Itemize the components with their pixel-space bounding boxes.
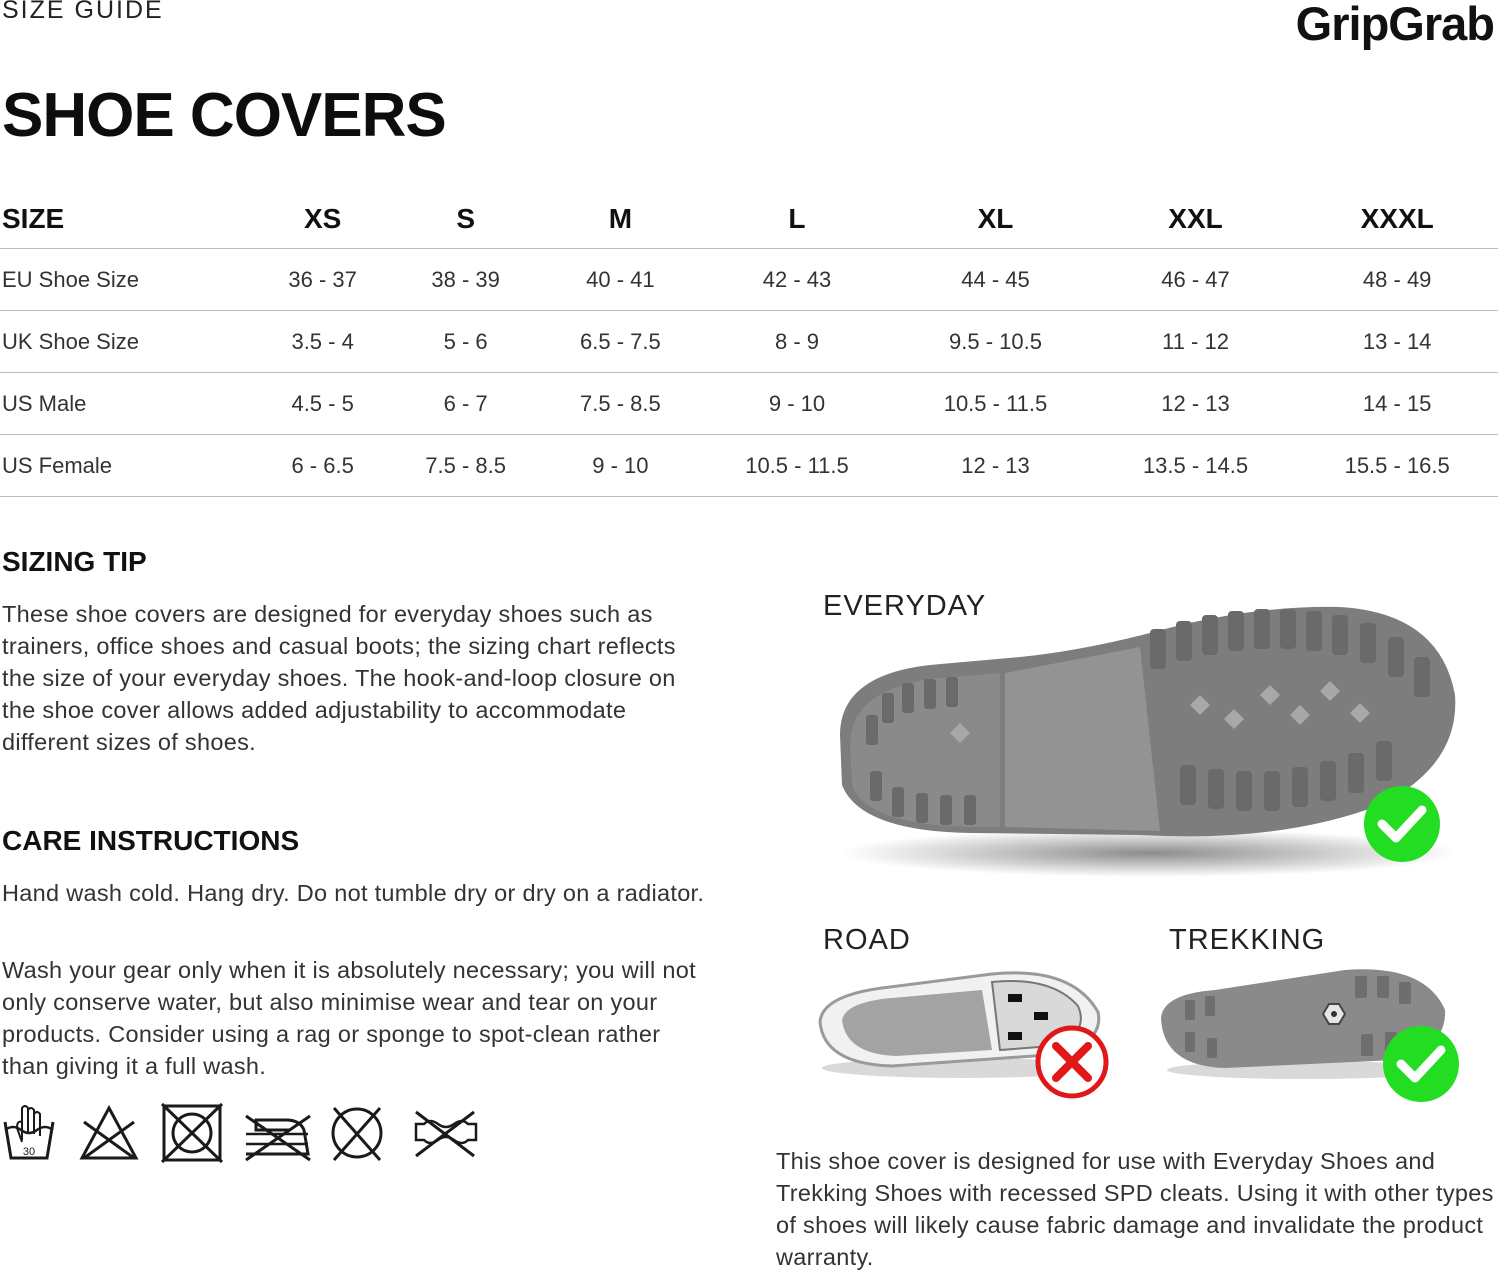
table-cell: 6 - 6.5 xyxy=(257,435,388,497)
column-header: XS xyxy=(303,203,342,234)
table-cell: 48 - 49 xyxy=(1296,249,1498,311)
wash-temperature: 30 xyxy=(22,1146,36,1158)
table-cell: 9.5 - 10.5 xyxy=(896,311,1095,373)
table-cell: 10.5 - 11.5 xyxy=(896,373,1095,435)
row-label: US Female xyxy=(0,435,257,497)
table-cell: 40 - 41 xyxy=(543,249,698,311)
row-label: UK Shoe Size xyxy=(0,311,257,373)
table-cell: 3.5 - 4 xyxy=(257,311,388,373)
table-cell: 36 - 37 xyxy=(257,249,388,311)
table-cell: 5 - 6 xyxy=(388,311,543,373)
table-row xyxy=(0,311,1498,373)
table-cell: 44 - 45 xyxy=(896,249,1095,311)
trekking-label: TREKKING xyxy=(1169,924,1326,956)
road-label: ROAD xyxy=(823,924,911,956)
everyday-check-icon xyxy=(1362,784,1442,864)
table-cell: 9 - 10 xyxy=(698,373,897,435)
table-row xyxy=(0,373,1498,435)
sizing-tip-heading: SIZING TIP xyxy=(2,546,147,577)
table-cell: 13.5 - 14.5 xyxy=(1095,435,1297,497)
table-cell: 14 - 15 xyxy=(1296,373,1498,435)
do-not-dry-clean-icon xyxy=(328,1100,386,1164)
column-header: XXXL xyxy=(1360,203,1434,234)
do-not-iron-icon xyxy=(242,1100,314,1164)
table-cell: 12 - 13 xyxy=(1095,373,1297,435)
everyday-label: EVERYDAY xyxy=(823,590,987,622)
page-title: SHOE COVERS xyxy=(2,81,446,150)
care-text-secondary: Wash your gear only when it is absolutely necessary; you will not only conserve water, but also minimise wear and tear on your products. Consider using a rag or sponge to spot-clean rather than giving it a full wash. xyxy=(2,957,696,1079)
column-header: XL xyxy=(977,203,1014,234)
table-cell: 15.5 - 16.5 xyxy=(1296,435,1498,497)
table-cell: 13 - 14 xyxy=(1296,311,1498,373)
table-cell: 38 - 39 xyxy=(388,249,543,311)
table-cell: 8 - 9 xyxy=(698,311,897,373)
table-cell: 6 - 7 xyxy=(388,373,543,435)
care-heading: CARE INSTRUCTIONS xyxy=(2,825,300,856)
table-cell: 9 - 10 xyxy=(543,435,698,497)
column-header: M xyxy=(608,203,633,234)
do-not-wring-icon xyxy=(410,1100,480,1164)
do-not-bleach-icon xyxy=(78,1100,140,1164)
table-row xyxy=(0,435,1498,497)
table-row xyxy=(0,249,1498,311)
care-text-primary: Hand wash cold. Hang dry. Do not tumble dry or dry on a radiator. xyxy=(2,880,705,906)
brand-logo: GripGrab xyxy=(1295,0,1494,50)
table-cell: 7.5 - 8.5 xyxy=(543,373,698,435)
compatibility-note: This shoe cover is designed for use with Everyday Shoes and Trekking Shoes with recessed SPD cleats. Using it with other types of shoes will likely cause fabric damage and invalidate the product warranty. xyxy=(776,1148,1494,1270)
column-header: L xyxy=(788,203,806,234)
table-cell: 46 - 47 xyxy=(1095,249,1297,311)
column-header: SIZE xyxy=(2,203,65,234)
row-label: US Male xyxy=(0,373,257,435)
table-cell: 42 - 43 xyxy=(698,249,897,311)
table-cell: 10.5 - 11.5 xyxy=(698,435,897,497)
table-cell: 7.5 - 8.5 xyxy=(388,435,543,497)
do-not-tumble-dry-icon xyxy=(160,1100,224,1164)
sizing-tip-text: These shoe covers are designed for everyday shoes such as trainers, office shoes and casual boots; the sizing chart reflects the size of your everyday shoes. The hook-and-loop closure on the shoe cover allows added adjustability to accommodate different sizes of shoes. xyxy=(2,601,676,755)
trekking-check-icon xyxy=(1381,1024,1461,1104)
size-table-header xyxy=(0,190,1498,249)
column-header: XXL xyxy=(1168,203,1223,234)
table-cell: 11 - 12 xyxy=(1095,311,1297,373)
size-table xyxy=(0,190,1498,497)
row-label: EU Shoe Size xyxy=(0,249,257,311)
road-cross-icon xyxy=(1032,1022,1112,1102)
table-cell: 6.5 - 7.5 xyxy=(543,311,698,373)
table-cell: 12 - 13 xyxy=(896,435,1095,497)
size-guide-label: SIZE GUIDE xyxy=(2,0,164,24)
column-header: S xyxy=(456,203,475,234)
table-cell: 4.5 - 5 xyxy=(257,373,388,435)
hand-wash-30-icon xyxy=(2,1100,56,1164)
